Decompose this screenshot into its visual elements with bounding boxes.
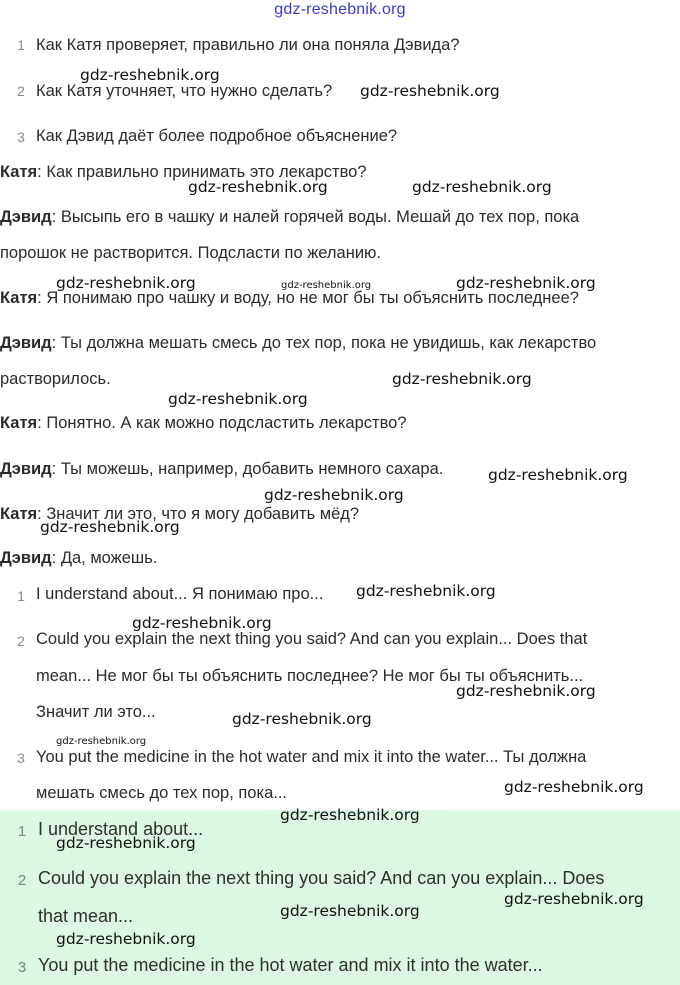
- phrase-text: I understand about... Я понимаю про...: [36, 585, 324, 603]
- phrase-text: Could you explain the next thing you said? And can you explain... Does that: [36, 630, 588, 648]
- dialogue-line: Дэвид: Да, можешь.: [0, 549, 158, 567]
- phrase-text: mean... Не мог бы ты объяснить последнее? Не мог бы ты объяснить...: [36, 667, 584, 685]
- watermark: gdz-reshebnik.org: [56, 736, 147, 747]
- dialogue-text: Ты можешь, например, добавить немного сахара.: [60, 460, 444, 478]
- watermark: gdz-reshebnik.org: [356, 582, 496, 600]
- phrase-text: Значит ли это...: [36, 703, 156, 721]
- watermark: gdz-reshebnik.org: [488, 466, 628, 484]
- question-text: Как Катя уточняет, что нужно сделать?: [36, 82, 333, 100]
- watermark: gdz-reshebnik.org: [264, 486, 404, 504]
- dialogue-text: Да, можешь.: [60, 549, 158, 567]
- dialogue-line-cont: растворилось.: [0, 370, 111, 388]
- speaker-name: Дэвид: [0, 549, 52, 567]
- speaker-name: Катя: [0, 414, 38, 432]
- dialogue-text: Высыпь его в чашку и налей горячей воды. Мешай до тех пор, пока: [60, 208, 580, 226]
- answer-text: that mean...: [38, 906, 134, 926]
- watermark: gdz-reshebnik.org: [40, 518, 180, 536]
- dialogue-text: Я понимаю про чашку и воду, но не мог бы ты объяснить последнее?: [46, 289, 579, 307]
- watermark: gdz-reshebnik.org: [504, 778, 644, 796]
- answer-text: I understand about...: [38, 819, 204, 839]
- question-text: Как Катя проверяет, правильно ли она поняла Дэвида?: [36, 36, 460, 54]
- dialogue-line: Дэвид: Ты должна мешать смесь до тех пор, пока не увидишь, как лекарство: [0, 334, 597, 352]
- question-text: Как Дэвид даёт более подробное объяснение?: [36, 127, 398, 145]
- dialogue-line-cont: порошок не растворится. Подсласти по желанию.: [0, 244, 382, 262]
- dialogue-line: Катя: Значит ли это, что я могу добавить мёд?: [0, 505, 360, 523]
- dialogue-line: Дэвид: Ты можешь, например, добавить немного сахара.: [0, 460, 444, 478]
- watermark: gdz-reshebnik.org: [360, 82, 500, 100]
- watermark: gdz-reshebnik.org: [188, 178, 328, 196]
- watermark: gdz-reshebnik.org: [280, 902, 420, 920]
- speaker-name: Дэвид: [0, 334, 52, 352]
- answer-number: 3: [17, 959, 27, 976]
- speaker-name: Катя: [0, 505, 38, 523]
- watermark: gdz-reshebnik.org: [504, 890, 644, 908]
- dialogue-line: Дэвид: Высыпь его в чашку и налей горячей воды. Мешай до тех пор, пока: [0, 208, 580, 226]
- watermark: gdz-reshebnik.org: [132, 614, 272, 632]
- watermark: gdz-reshebnik.org: [56, 930, 196, 948]
- watermark: gdz-reshebnik.org: [392, 370, 532, 388]
- watermark: gdz-reshebnik.org: [456, 274, 596, 292]
- answer-number: 2: [17, 872, 27, 889]
- phrase-number: 2: [17, 633, 25, 649]
- phrase-text: мешать смесь до тех пор, пока...: [36, 784, 287, 802]
- site-title[interactable]: gdz-reshebnik.org: [274, 1, 406, 18]
- watermark: gdz-reshebnik.org: [168, 390, 308, 408]
- phrase-text: You put the medicine in the hot water and mix it into the water... Ты должна: [36, 748, 587, 766]
- watermark: gdz-reshebnik.org: [280, 806, 420, 824]
- watermark: gdz-reshebnik.org: [281, 280, 372, 291]
- dialogue-text: Как правильно принимать это лекарство?: [46, 163, 367, 181]
- question-number: 2: [17, 83, 25, 99]
- dialogue-line: Катя: Я понимаю про чашку и воду, но не мог бы ты объяснить последнее?: [0, 289, 579, 307]
- dialogue-text: Значит ли это, что я могу добавить мёд?: [46, 505, 360, 523]
- phrase-number: 1: [17, 588, 25, 604]
- watermark: gdz-reshebnik.org: [412, 178, 552, 196]
- question-number: 1: [17, 37, 25, 53]
- watermark: gdz-reshebnik.org: [80, 66, 220, 84]
- dialogue-line: Катя: Как правильно принимать это лекарство?: [0, 163, 367, 181]
- watermark: gdz-reshebnik.org: [56, 834, 196, 852]
- watermark: gdz-reshebnik.org: [232, 710, 372, 728]
- dialogue-line: Катя: Понятно. А как можно подсластить лекарство?: [0, 414, 407, 432]
- dialogue-text: Понятно. А как можно подсластить лекарство?: [46, 414, 407, 432]
- answer-number: 1: [17, 823, 27, 840]
- dialogue-text: Ты должна мешать смесь до тех пор, пока не увидишь, как лекарство: [60, 334, 597, 352]
- speaker-name: Катя: [0, 163, 38, 181]
- answer-text: Could you explain the next thing you said? And can you explain... Does: [38, 868, 605, 888]
- watermark: gdz-reshebnik.org: [456, 682, 596, 700]
- speaker-name: Дэвид: [0, 208, 52, 226]
- watermark: gdz-reshebnik.org: [56, 274, 196, 292]
- phrase-number: 3: [17, 750, 25, 766]
- answer-text: You put the medicine in the hot water and mix it into the water...: [38, 955, 543, 975]
- speaker-name: Дэвид: [0, 460, 52, 478]
- question-number: 3: [17, 129, 25, 145]
- speaker-name: Катя: [0, 289, 38, 307]
